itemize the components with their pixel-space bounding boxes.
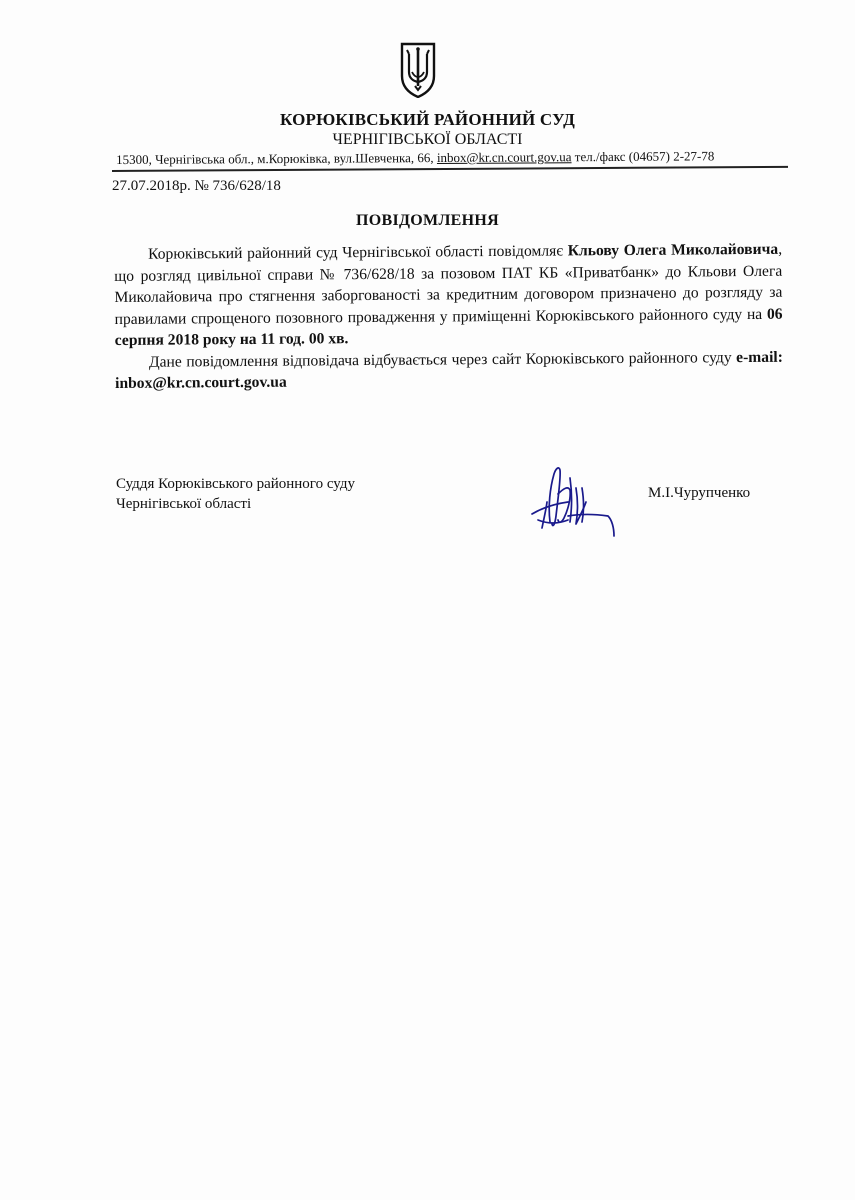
paragraph-1-text-b: , що розгляд цивільної справи № 736/628/18 за позовом ПАТ КБ «Приватбанк» до Кльови Олега Миколайовича про стягнення заборгованості за кредитним договором призначено до розгляду за правилами спрощеного позовного провадження у приміщенні Корюківського районного суду на	[114, 240, 783, 328]
court-email-contact: e-mail: inbox@kr.cn.court.gov.ua	[115, 348, 783, 392]
judge-title-line-2: Чернігівської області	[116, 496, 252, 512]
judge-name: М.І.Чурупченко	[648, 485, 751, 501]
court-region: ЧЕРНІГІВСЬКОЇ ОБЛАСТІ	[332, 131, 523, 148]
court-name: КОРЮКІВСЬКИЙ РАЙОННИЙ СУД	[279, 110, 576, 129]
court-address: 15300, Чернігівська обл., м.Корюківка, вул.Шевченка, 66,	[116, 150, 437, 167]
document-body	[114, 239, 783, 395]
trident-coat-of-arms-icon	[398, 42, 438, 98]
court-phone: тел./факс (04657) 2-27-78	[571, 148, 715, 165]
handwritten-signature-icon	[528, 458, 620, 544]
defendant-name: Кльову Олега Миколайовича	[567, 240, 779, 260]
paragraph-2-text: Дане повідомлення відповідача відбувається через сайт Корюківського районного суду	[148, 348, 737, 371]
hearing-date-time: 06 серпня 2018 року на 11 год. 00 хв.	[114, 305, 783, 349]
paragraph-1-text-a: Корюківський районний суд Чернігівської області повідомляє	[148, 242, 568, 263]
judge-title-line-1: Суддя Корюківського районного суду	[116, 476, 355, 492]
court-email-link[interactable]: inbox@kr.cn.court.gov.ua	[436, 149, 572, 166]
court-address-line	[116, 148, 786, 168]
body-paragraph-1	[114, 239, 783, 352]
body-paragraph-2	[115, 346, 783, 394]
judge-title	[116, 474, 355, 514]
document-title: ПОВІДОМЛЕННЯ	[356, 212, 499, 229]
document-date-number: 27.07.2018р. № 736/628/18	[112, 178, 281, 194]
